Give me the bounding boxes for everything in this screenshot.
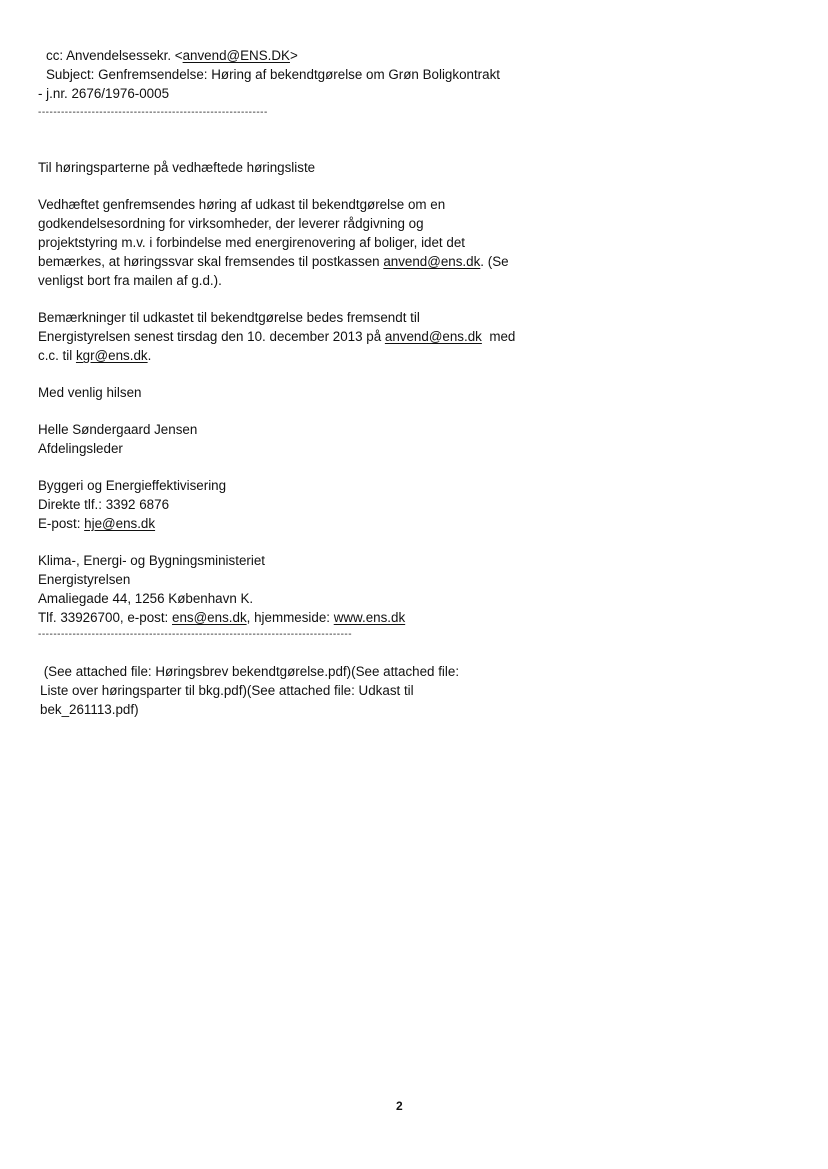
- header-separator: ------------------------------------------------------------: [38, 108, 268, 118]
- paragraph-1-line-3: projektstyring m.v. i forbindelse med energirenovering af boliger, idet det: [38, 235, 465, 250]
- cc-line: [46, 46, 298, 65]
- paragraph-2-line-2-suffix: med: [481, 329, 516, 344]
- paragraph-2-line-1: Bemærkninger til udkastet til bekendtgørelse bedes fremsendt til: [38, 310, 420, 325]
- paragraph-1-line-5: venligst bort fra mailen af g.d.).: [38, 273, 222, 288]
- paragraph-2-line-2: [38, 327, 515, 346]
- signature-email-line: [38, 514, 155, 533]
- signature-phone: Direkte tlf.: 3392 6876: [38, 497, 170, 512]
- attachments-line-3: bek_261113.pdf): [40, 702, 139, 717]
- paragraph-2-line-3-suffix: .: [147, 348, 152, 363]
- hje-email-link[interactable]: hje@ens.dk: [84, 516, 156, 531]
- attachments-line-2: Liste over høringsparter til bkg.pdf)(See attached file: Udkast til: [40, 683, 414, 698]
- paragraph-1-line-4: [38, 252, 509, 271]
- page-number: 2: [396, 1099, 403, 1113]
- agency-name: Energistyrelsen: [38, 572, 131, 587]
- signature-separator: ----------------------------------------------------------------------------------: [38, 630, 353, 640]
- greeting: Til høringsparterne på vedhæftede høringsliste: [38, 160, 316, 175]
- cc-email-link[interactable]: anvend@ENS.DK: [182, 48, 290, 63]
- cc-label: cc: Anvendelsessekr. <: [46, 48, 183, 63]
- paragraph-1-line-4-text: bemærkes, at høringssvar skal fremsendes til postkassen: [38, 254, 384, 269]
- anvend-email-link-2[interactable]: anvend@ens.dk: [384, 329, 482, 344]
- signature-email-label: E-post:: [38, 516, 85, 531]
- kgr-email-link[interactable]: kgr@ens.dk: [75, 348, 148, 363]
- closing: Med venlig hilsen: [38, 385, 142, 400]
- agency-contact-line: [38, 608, 405, 627]
- cc-suffix: >: [289, 48, 298, 63]
- signature-title: Afdelingsleder: [38, 441, 123, 456]
- paragraph-1-line-2: godkendelsesordning for virksomheder, der leverer rådgivning og: [38, 216, 424, 231]
- paragraph-2-line-2-text: Energistyrelsen senest tirsdag den 10. december 2013 på: [38, 329, 385, 344]
- ministry-name: Klima-, Energi- og Bygningsministeriet: [38, 553, 265, 568]
- agency-contact-text: Tlf. 33926700, e-post:: [38, 610, 172, 625]
- subject-line: Subject: Genfremsendelse: Høring af bekendtgørelse om Grøn Boligkontrakt: [46, 67, 501, 82]
- ens-email-link[interactable]: ens@ens.dk: [172, 610, 247, 625]
- paragraph-1-line-4-suffix: . (Se: [480, 254, 509, 269]
- paragraph-1-line-1: Vedhæftet genfremsendes høring af udkast til bekendtgørelse om en: [38, 197, 446, 212]
- case-number: - j.nr. 2676/1976-0005: [38, 86, 170, 101]
- agency-address: Amaliegade 44, 1256 København K.: [38, 591, 254, 606]
- paragraph-2-line-3-text: c.c. til: [38, 348, 76, 363]
- agency-contact-middle: , hjemmeside:: [246, 610, 334, 625]
- website-link[interactable]: www.ens.dk: [333, 610, 406, 625]
- paragraph-2-line-3: [38, 346, 151, 365]
- attachments-line-1: (See attached file: Høringsbrev bekendtgørelse.pdf)(See attached file:: [40, 664, 460, 679]
- anvend-email-link[interactable]: anvend@ens.dk: [383, 254, 481, 269]
- signature-department: Byggeri og Energieffektivisering: [38, 478, 227, 493]
- signature-name: Helle Søndergaard Jensen: [38, 422, 198, 437]
